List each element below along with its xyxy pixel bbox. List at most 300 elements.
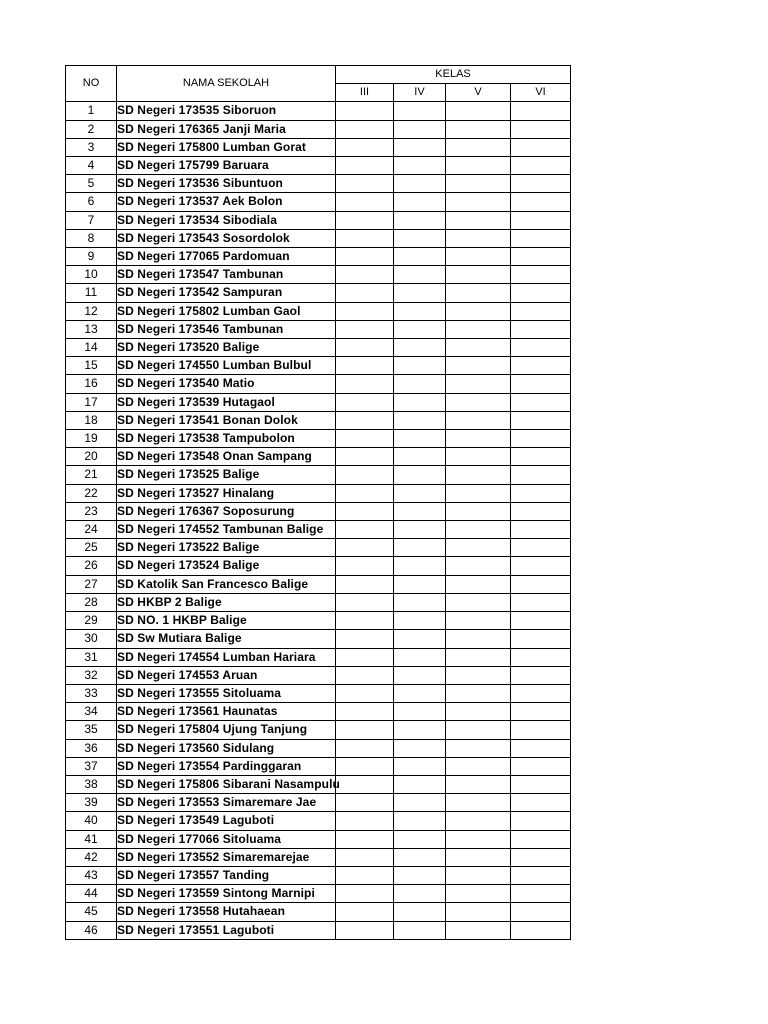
class-cell-vi [511, 320, 571, 338]
class-cell-v [446, 157, 511, 175]
class-cell-v [446, 284, 511, 302]
class-cell-iii [336, 539, 394, 557]
class-cell-iii [336, 557, 394, 575]
class-cell-v [446, 320, 511, 338]
class-cell-vi [511, 193, 571, 211]
table-row [66, 502, 571, 520]
table-row [66, 903, 571, 921]
class-cell-v [446, 684, 511, 702]
school-name: SD Negeri 173553 Simaremare Jae [117, 794, 336, 812]
class-cell-vi [511, 375, 571, 393]
class-cell-iv [394, 612, 446, 630]
class-cell-v [446, 593, 511, 611]
class-cell-vi [511, 848, 571, 866]
class-cell-v [446, 775, 511, 793]
class-cell-v [446, 448, 511, 466]
class-cell-v [446, 339, 511, 357]
school-name: SD Negeri 175799 Baruara [117, 157, 336, 175]
class-cell-v [446, 848, 511, 866]
class-cell-iii [336, 521, 394, 539]
row-number: 36 [66, 739, 117, 757]
school-name: SD Negeri 173522 Balige [117, 539, 336, 557]
class-cell-vi [511, 775, 571, 793]
class-cell-iii [336, 448, 394, 466]
class-cell-iii [336, 921, 394, 939]
school-name: SD Negeri 173559 Sintong Marnipi [117, 885, 336, 903]
class-cell-iv [394, 357, 446, 375]
class-cell-iv [394, 448, 446, 466]
table-row [66, 866, 571, 884]
class-cell-iv [394, 684, 446, 702]
class-cell-iii [336, 302, 394, 320]
class-cell-iv [394, 430, 446, 448]
class-cell-iv [394, 229, 446, 247]
school-name: SD Negeri 173557 Tanding [117, 866, 336, 884]
class-cell-v [446, 375, 511, 393]
class-cell-iii [336, 775, 394, 793]
table-row [66, 703, 571, 721]
table-row [66, 248, 571, 266]
class-cell-v [446, 138, 511, 156]
row-number: 27 [66, 575, 117, 593]
class-cell-vi [511, 703, 571, 721]
class-cell-vi [511, 557, 571, 575]
class-cell-iv [394, 248, 446, 266]
row-number: 17 [66, 393, 117, 411]
row-number: 22 [66, 484, 117, 502]
class-cell-iii [336, 120, 394, 138]
row-number: 43 [66, 866, 117, 884]
table-row [66, 211, 571, 229]
class-cell-v [446, 430, 511, 448]
class-cell-iii [336, 138, 394, 156]
class-cell-vi [511, 266, 571, 284]
row-number: 30 [66, 630, 117, 648]
class-cell-v [446, 830, 511, 848]
class-cell-iii [336, 866, 394, 884]
row-number: 5 [66, 175, 117, 193]
class-cell-v [446, 812, 511, 830]
class-cell-vi [511, 120, 571, 138]
school-name: SD Negeri 177065 Pardomuan [117, 248, 336, 266]
class-cell-vi [511, 575, 571, 593]
school-name: SD Negeri 177066 Sitoluama [117, 830, 336, 848]
class-cell-iii [336, 684, 394, 702]
row-number: 12 [66, 302, 117, 320]
row-number: 38 [66, 775, 117, 793]
school-name: SD Negeri 173554 Pardinggaran [117, 757, 336, 775]
school-name: SD Negeri 173524 Balige [117, 557, 336, 575]
table-row [66, 302, 571, 320]
class-cell-iv [394, 120, 446, 138]
class-cell-v [446, 393, 511, 411]
class-cell-iv [394, 466, 446, 484]
class-cell-iv [394, 757, 446, 775]
school-name: SD HKBP 2 Balige [117, 593, 336, 611]
table-row [66, 794, 571, 812]
class-cell-iii [336, 375, 394, 393]
class-cell-iv [394, 739, 446, 757]
table-row [66, 393, 571, 411]
school-name: SD Negeri 173547 Tambunan [117, 266, 336, 284]
school-name: SD Negeri 173520 Balige [117, 339, 336, 357]
class-cell-iii [336, 284, 394, 302]
table-row [66, 739, 571, 757]
class-cell-vi [511, 903, 571, 921]
table-row [66, 775, 571, 793]
row-number: 35 [66, 721, 117, 739]
school-name: SD Negeri 173546 Tambunan [117, 320, 336, 338]
class-cell-iv [394, 575, 446, 593]
row-number: 7 [66, 211, 117, 229]
table-row [66, 812, 571, 830]
school-name: SD Negeri 174554 Lumban Hariara [117, 648, 336, 666]
table-row [66, 430, 571, 448]
school-name: SD Negeri 173548 Onan Sampang [117, 448, 336, 466]
school-name: SD Negeri 173537 Aek Bolon [117, 193, 336, 211]
class-cell-iv [394, 375, 446, 393]
class-cell-v [446, 120, 511, 138]
row-number: 18 [66, 411, 117, 429]
table-row [66, 193, 571, 211]
table-row [66, 630, 571, 648]
table-row [66, 648, 571, 666]
school-name: SD Sw Mutiara Balige [117, 630, 336, 648]
row-number: 31 [66, 648, 117, 666]
class-cell-v [446, 175, 511, 193]
class-cell-iv [394, 157, 446, 175]
class-cell-iv [394, 138, 446, 156]
row-number: 4 [66, 157, 117, 175]
class-cell-vi [511, 138, 571, 156]
class-cell-vi [511, 466, 571, 484]
school-name: SD Negeri 173551 Laguboti [117, 921, 336, 939]
row-number: 15 [66, 357, 117, 375]
table-row [66, 539, 571, 557]
class-cell-v [446, 612, 511, 630]
class-cell-v [446, 193, 511, 211]
header-no: NO [66, 66, 117, 102]
table-row [66, 721, 571, 739]
class-cell-vi [511, 630, 571, 648]
class-cell-iii [336, 794, 394, 812]
class-cell-iv [394, 721, 446, 739]
class-cell-iv [394, 830, 446, 848]
school-name: SD Negeri 173541 Bonan Dolok [117, 411, 336, 429]
class-cell-iv [394, 175, 446, 193]
table-row [66, 375, 571, 393]
class-cell-iv [394, 102, 446, 120]
school-name: SD Negeri 173527 Hinalang [117, 484, 336, 502]
class-cell-vi [511, 502, 571, 520]
table-row [66, 593, 571, 611]
class-cell-iii [336, 830, 394, 848]
class-cell-vi [511, 794, 571, 812]
class-cell-iii [336, 175, 394, 193]
class-cell-iv [394, 484, 446, 502]
class-cell-vi [511, 539, 571, 557]
row-number: 25 [66, 539, 117, 557]
school-name: SD Negeri 173560 Sidulang [117, 739, 336, 757]
class-cell-iii [336, 320, 394, 338]
class-cell-iii [336, 266, 394, 284]
class-cell-iv [394, 339, 446, 357]
class-cell-v [446, 648, 511, 666]
class-cell-vi [511, 448, 571, 466]
class-cell-iii [336, 157, 394, 175]
row-number: 34 [66, 703, 117, 721]
class-cell-v [446, 703, 511, 721]
class-cell-iii [336, 630, 394, 648]
school-name: SD Negeri 173540 Matio [117, 375, 336, 393]
school-name: SD Negeri 174550 Lumban Bulbul [117, 357, 336, 375]
class-cell-vi [511, 175, 571, 193]
class-cell-vi [511, 157, 571, 175]
class-cell-v [446, 666, 511, 684]
class-cell-v [446, 739, 511, 757]
school-name: SD Negeri 173543 Sosordolok [117, 229, 336, 247]
table-row [66, 484, 571, 502]
row-number: 6 [66, 193, 117, 211]
row-number: 40 [66, 812, 117, 830]
class-cell-vi [511, 430, 571, 448]
row-number: 42 [66, 848, 117, 866]
class-cell-iii [336, 430, 394, 448]
table-row [66, 466, 571, 484]
class-cell-vi [511, 393, 571, 411]
school-name: SD Negeri 173536 Sibuntuon [117, 175, 336, 193]
header-class-iv: IV [394, 84, 446, 102]
row-number: 23 [66, 502, 117, 520]
class-cell-v [446, 502, 511, 520]
row-number: 28 [66, 593, 117, 611]
class-cell-iv [394, 539, 446, 557]
class-cell-vi [511, 739, 571, 757]
school-name: SD Negeri 176365 Janji Maria [117, 120, 336, 138]
school-name: SD Negeri 175806 Sibarani Nasampulu [117, 775, 336, 793]
class-cell-iii [336, 466, 394, 484]
class-cell-vi [511, 229, 571, 247]
class-cell-iii [336, 575, 394, 593]
class-cell-v [446, 266, 511, 284]
class-cell-v [446, 630, 511, 648]
class-cell-v [446, 229, 511, 247]
class-cell-vi [511, 357, 571, 375]
class-cell-vi [511, 921, 571, 939]
table-row [66, 411, 571, 429]
header-class-vi: VI [511, 84, 571, 102]
school-name: SD Negeri 173561 Haunatas [117, 703, 336, 721]
class-cell-iii [336, 848, 394, 866]
table-row [66, 266, 571, 284]
class-cell-vi [511, 866, 571, 884]
school-name: SD Negeri 175804 Ujung Tanjung [117, 721, 336, 739]
school-name: SD NO. 1 HKBP Balige [117, 612, 336, 630]
table-row [66, 229, 571, 247]
class-cell-iii [336, 211, 394, 229]
school-name: SD Negeri 173525 Balige [117, 466, 336, 484]
row-number: 44 [66, 885, 117, 903]
table-row [66, 757, 571, 775]
table-row [66, 284, 571, 302]
row-number: 29 [66, 612, 117, 630]
table-row [66, 339, 571, 357]
table-row [66, 357, 571, 375]
row-number: 37 [66, 757, 117, 775]
table-row [66, 575, 571, 593]
class-cell-iv [394, 775, 446, 793]
class-cell-vi [511, 248, 571, 266]
class-cell-iv [394, 885, 446, 903]
row-number: 13 [66, 320, 117, 338]
class-cell-iv [394, 411, 446, 429]
row-number: 41 [66, 830, 117, 848]
row-number: 32 [66, 666, 117, 684]
header-class-v: V [446, 84, 511, 102]
class-cell-v [446, 557, 511, 575]
class-cell-iv [394, 866, 446, 884]
class-cell-v [446, 357, 511, 375]
class-cell-iii [336, 393, 394, 411]
class-cell-vi [511, 757, 571, 775]
class-cell-vi [511, 812, 571, 830]
class-cell-v [446, 248, 511, 266]
class-cell-v [446, 921, 511, 939]
class-cell-iv [394, 211, 446, 229]
class-cell-iii [336, 885, 394, 903]
class-cell-iv [394, 648, 446, 666]
header-class-iii: III [336, 84, 394, 102]
class-cell-v [446, 102, 511, 120]
row-number: 9 [66, 248, 117, 266]
row-number: 8 [66, 229, 117, 247]
class-cell-v [446, 539, 511, 557]
class-cell-vi [511, 302, 571, 320]
class-cell-iv [394, 666, 446, 684]
row-number: 2 [66, 120, 117, 138]
table-row [66, 175, 571, 193]
class-cell-iv [394, 703, 446, 721]
class-cell-v [446, 521, 511, 539]
row-number: 11 [66, 284, 117, 302]
class-cell-v [446, 757, 511, 775]
class-cell-iv [394, 393, 446, 411]
table-row [66, 448, 571, 466]
class-cell-iv [394, 193, 446, 211]
row-number: 39 [66, 794, 117, 812]
class-cell-v [446, 211, 511, 229]
school-name: SD Negeri 173549 Laguboti [117, 812, 336, 830]
class-cell-iii [336, 248, 394, 266]
header-nama-sekolah: NAMA SEKOLAH [117, 66, 336, 102]
class-cell-iii [336, 484, 394, 502]
table-row [66, 157, 571, 175]
class-cell-iii [336, 502, 394, 520]
class-cell-vi [511, 684, 571, 702]
school-name: SD Negeri 173542 Sampuran [117, 284, 336, 302]
row-number: 45 [66, 903, 117, 921]
table-row [66, 138, 571, 156]
class-cell-iii [336, 666, 394, 684]
class-cell-vi [511, 885, 571, 903]
row-number: 10 [66, 266, 117, 284]
table-row [66, 557, 571, 575]
class-cell-iv [394, 812, 446, 830]
row-number: 3 [66, 138, 117, 156]
school-name: SD Negeri 174552 Tambunan Balige [117, 521, 336, 539]
class-cell-v [446, 484, 511, 502]
class-cell-iv [394, 284, 446, 302]
header-kelas: KELAS [336, 66, 571, 84]
table-row [66, 921, 571, 939]
table-row [66, 830, 571, 848]
class-cell-iii [336, 812, 394, 830]
school-name: SD Negeri 175800 Lumban Gorat [117, 138, 336, 156]
class-cell-iv [394, 593, 446, 611]
class-cell-iii [336, 593, 394, 611]
class-cell-iii [336, 339, 394, 357]
class-cell-vi [511, 521, 571, 539]
class-cell-iii [336, 703, 394, 721]
row-number: 46 [66, 921, 117, 939]
school-name: SD Negeri 176367 Soposurung [117, 502, 336, 520]
class-cell-vi [511, 721, 571, 739]
school-name: SD Negeri 173552 Simaremarejae [117, 848, 336, 866]
school-name: SD Negeri 173535 Siboruon [117, 102, 336, 120]
class-cell-vi [511, 411, 571, 429]
table-row [66, 521, 571, 539]
class-cell-iii [336, 721, 394, 739]
class-cell-vi [511, 648, 571, 666]
school-table [65, 65, 571, 940]
table-row [66, 885, 571, 903]
class-cell-v [446, 466, 511, 484]
row-number: 33 [66, 684, 117, 702]
school-name: SD Negeri 173534 Sibodiala [117, 211, 336, 229]
class-cell-iv [394, 903, 446, 921]
class-cell-iii [336, 229, 394, 247]
class-cell-iv [394, 266, 446, 284]
row-number: 21 [66, 466, 117, 484]
row-number: 24 [66, 521, 117, 539]
row-number: 16 [66, 375, 117, 393]
class-cell-iv [394, 848, 446, 866]
school-name: SD Negeri 173555 Sitoluama [117, 684, 336, 702]
table-row [66, 848, 571, 866]
school-name: SD Negeri 175802 Lumban Gaol [117, 302, 336, 320]
table-row [66, 102, 571, 120]
table-row [66, 666, 571, 684]
school-name: SD Negeri 173558 Hutahaean [117, 903, 336, 921]
class-cell-iii [336, 739, 394, 757]
class-cell-iii [336, 102, 394, 120]
class-cell-iv [394, 502, 446, 520]
school-name: SD Negeri 174553 Aruan [117, 666, 336, 684]
class-cell-iv [394, 521, 446, 539]
class-cell-v [446, 794, 511, 812]
class-cell-v [446, 885, 511, 903]
class-cell-v [446, 721, 511, 739]
class-cell-v [446, 866, 511, 884]
class-cell-v [446, 903, 511, 921]
class-cell-v [446, 575, 511, 593]
row-number: 1 [66, 102, 117, 120]
class-cell-iii [336, 648, 394, 666]
row-number: 14 [66, 339, 117, 357]
class-cell-iii [336, 757, 394, 775]
class-cell-vi [511, 102, 571, 120]
class-cell-vi [511, 593, 571, 611]
